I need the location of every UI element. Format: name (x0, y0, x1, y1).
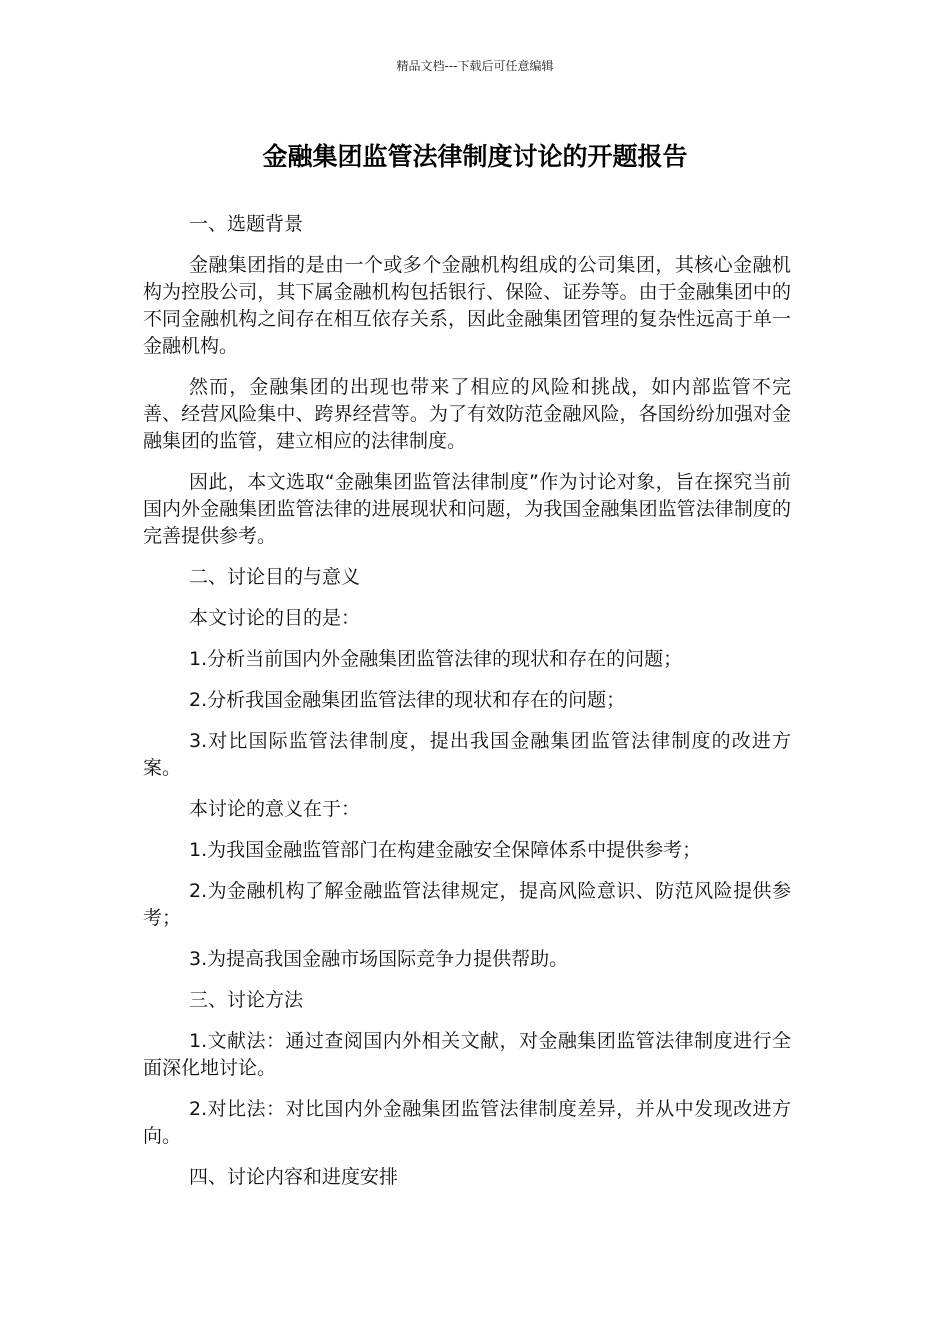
list-item: 3.对比国际监管法律制度，提出我国金融集团监管法律制度的改进方案。 (143, 730, 791, 779)
section-heading-background: 一、选题背景 (189, 213, 304, 235)
list-item: 1.分析当前国内外金融集团监管法律的现状和存在的问题； (189, 648, 683, 670)
section-heading-method: 三、讨论方法 (189, 989, 304, 1011)
document-title: 金融集团监管法律制度讨论的开题报告 (262, 142, 688, 171)
paragraph: 本讨论的意义在于： (189, 798, 361, 820)
list-item: 2.分析我国金融集团监管法律的现状和存在的问题； (189, 689, 626, 711)
section-heading-schedule: 四、讨论内容和进度安排 (189, 1166, 399, 1188)
paragraph: 本文讨论的目的是： (189, 607, 361, 629)
paragraph: 然而，金融集团的出现也带来了相应的风险和挑战，如内部监管不完善、经营风险集中、跨界经营等。为了有效防范金融风险，各国纷纷加强对金融集团的监管，建立相应的法律制度。 (143, 376, 791, 452)
list-item: 1.为我国金融监管部门在构建金融安全保障体系中提供参考； (189, 839, 702, 861)
paragraph: 因此，本文选取“金融集团监管法律制度”作为讨论对象，旨在探究当前国内外金融集团监管法律的进展现状和问题，为我国金融集团监管法律制度的完善提供参考。 (143, 471, 791, 547)
section-heading-purpose: 二、讨论目的与意义 (189, 566, 361, 588)
list-item: 2.对比法：对比国内外金融集团监管法律制度差异，并从中发现改进方向。 (143, 1098, 791, 1147)
list-item: 3.为提高我国金融市场国际竞争力提供帮助。 (189, 948, 569, 970)
list-item: 1.文献法：通过查阅国内外相关文献，对金融集团监管法律制度进行全面深化地讨论。 (143, 1030, 791, 1079)
document-body (143, 211, 791, 1205)
paragraph: 金融集团指的是由一个或多个金融机构组成的公司集团，其核心金融机构为控股公司，其下属金融机构包括银行、保险、证券等。由于金融集团中的不同金融机构之间存在相互依存关系，因此金融集团管理的复杂性远高于单一金融机构。 (143, 254, 791, 357)
list-item: 2.为金融机构了解金融监管法律规定，提高风险意识、防范风险提供参考； (143, 880, 791, 929)
header-note: 精品文档---下载后可任意编辑 (396, 59, 554, 73)
